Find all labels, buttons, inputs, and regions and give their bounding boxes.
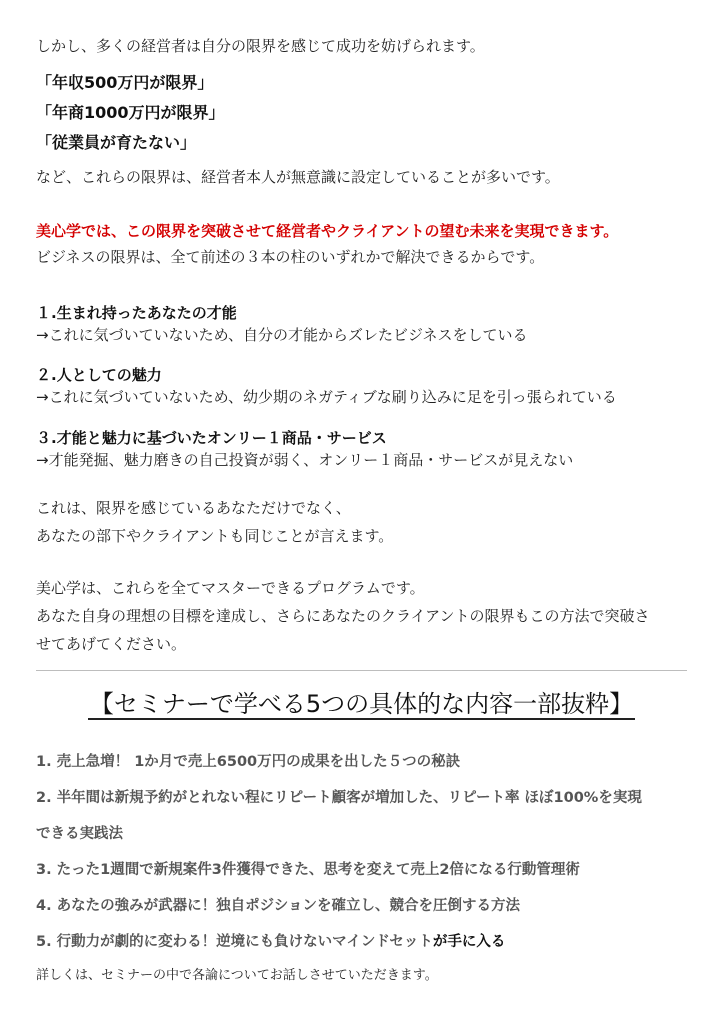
item-2: 2. 半年間は新規予約がとれない程にリピート顧客が増加した、リピート率 ほぼ100%を実現	[36, 790, 642, 806]
pillars-intro: ビジネスの限界は、全て前述の３本の柱のいずれかで解決できるからです。	[36, 248, 545, 266]
item-4: 4. あなたの強みが武器に！独自ポジションを確立し、競合を圧倒する方法	[36, 898, 520, 914]
para2-line-1: 美心学は、これらを全てマスターできるプログラムです。	[36, 579, 425, 597]
footer-note: 詳しくは、セミナーの中で各論についてお話しさせていただきます。	[36, 968, 438, 983]
pillar-3-heading: ３.才能と魅力に基づいたオンリー１商品・サービス	[36, 429, 387, 447]
para1-line-1: これは、限界を感じているあなただけでなく、	[36, 499, 351, 517]
section-title-text: 【セミナーで学べる5つの具体的な内容一部抜粋】	[89, 690, 634, 718]
para1-line-2: あなたの部下やクライアントも同じことが言えます。	[36, 527, 394, 545]
item-5-main: 5. 行動力が劇的に変わる！逆境にも負けないマインドセット	[36, 934, 433, 950]
item-1: 1. 売上急増！ 1か月で売上6500万円の成果を出した５つの秘訣	[36, 754, 461, 770]
red-statement: 美心学では、この限界を突破させて経営者やクライアントの望む未来を実現できます。	[36, 222, 619, 240]
para2-line-2: あなた自身の理想の目標を達成し、さらにあなたのクライアントの限界もこの方法で突破さ	[36, 607, 650, 625]
pillar-2-heading: ２.人としての魅力	[36, 366, 162, 384]
intro-text: しかし、多くの経営者は自分の限界を感じて成功を妨げられます。	[36, 37, 485, 55]
pillar-1-desc: →これに気づいていないため、自分の才能からズレたビジネスをしている	[36, 326, 528, 344]
para2-line-3: せてあげてください。	[36, 635, 187, 653]
after-quotes-text: など、これらの限界は、経営者本人が無意識に設定していることが多いです。	[36, 168, 560, 186]
pillar-3-desc: →才能発掘、魅力磨きの自己投資が弱く、オンリー１商品・サービスが見えない	[36, 451, 574, 469]
item-3: 3. たった1週間で新規案件3件獲得できた、思考を変えて売上2倍になる行動管理術	[36, 862, 580, 878]
section-title	[0, 686, 723, 722]
quote-3: 「従業員が育たない」	[36, 133, 197, 152]
pillar-1-heading: １.生まれ持ったあなたの才能	[36, 304, 237, 322]
item-2-cont: できる実践法	[36, 826, 123, 842]
item-5-end: が手に入る	[432, 934, 506, 950]
item-5	[36, 924, 693, 960]
divider	[36, 670, 687, 671]
quote-2: 「年商1000万円が限界」	[36, 103, 225, 122]
quote-1: 「年収500万円が限界」	[36, 73, 214, 92]
pillar-2-desc: →これに気づいていないため、幼少期のネガティブな刷り込みに足を引っ張られている	[36, 388, 617, 406]
